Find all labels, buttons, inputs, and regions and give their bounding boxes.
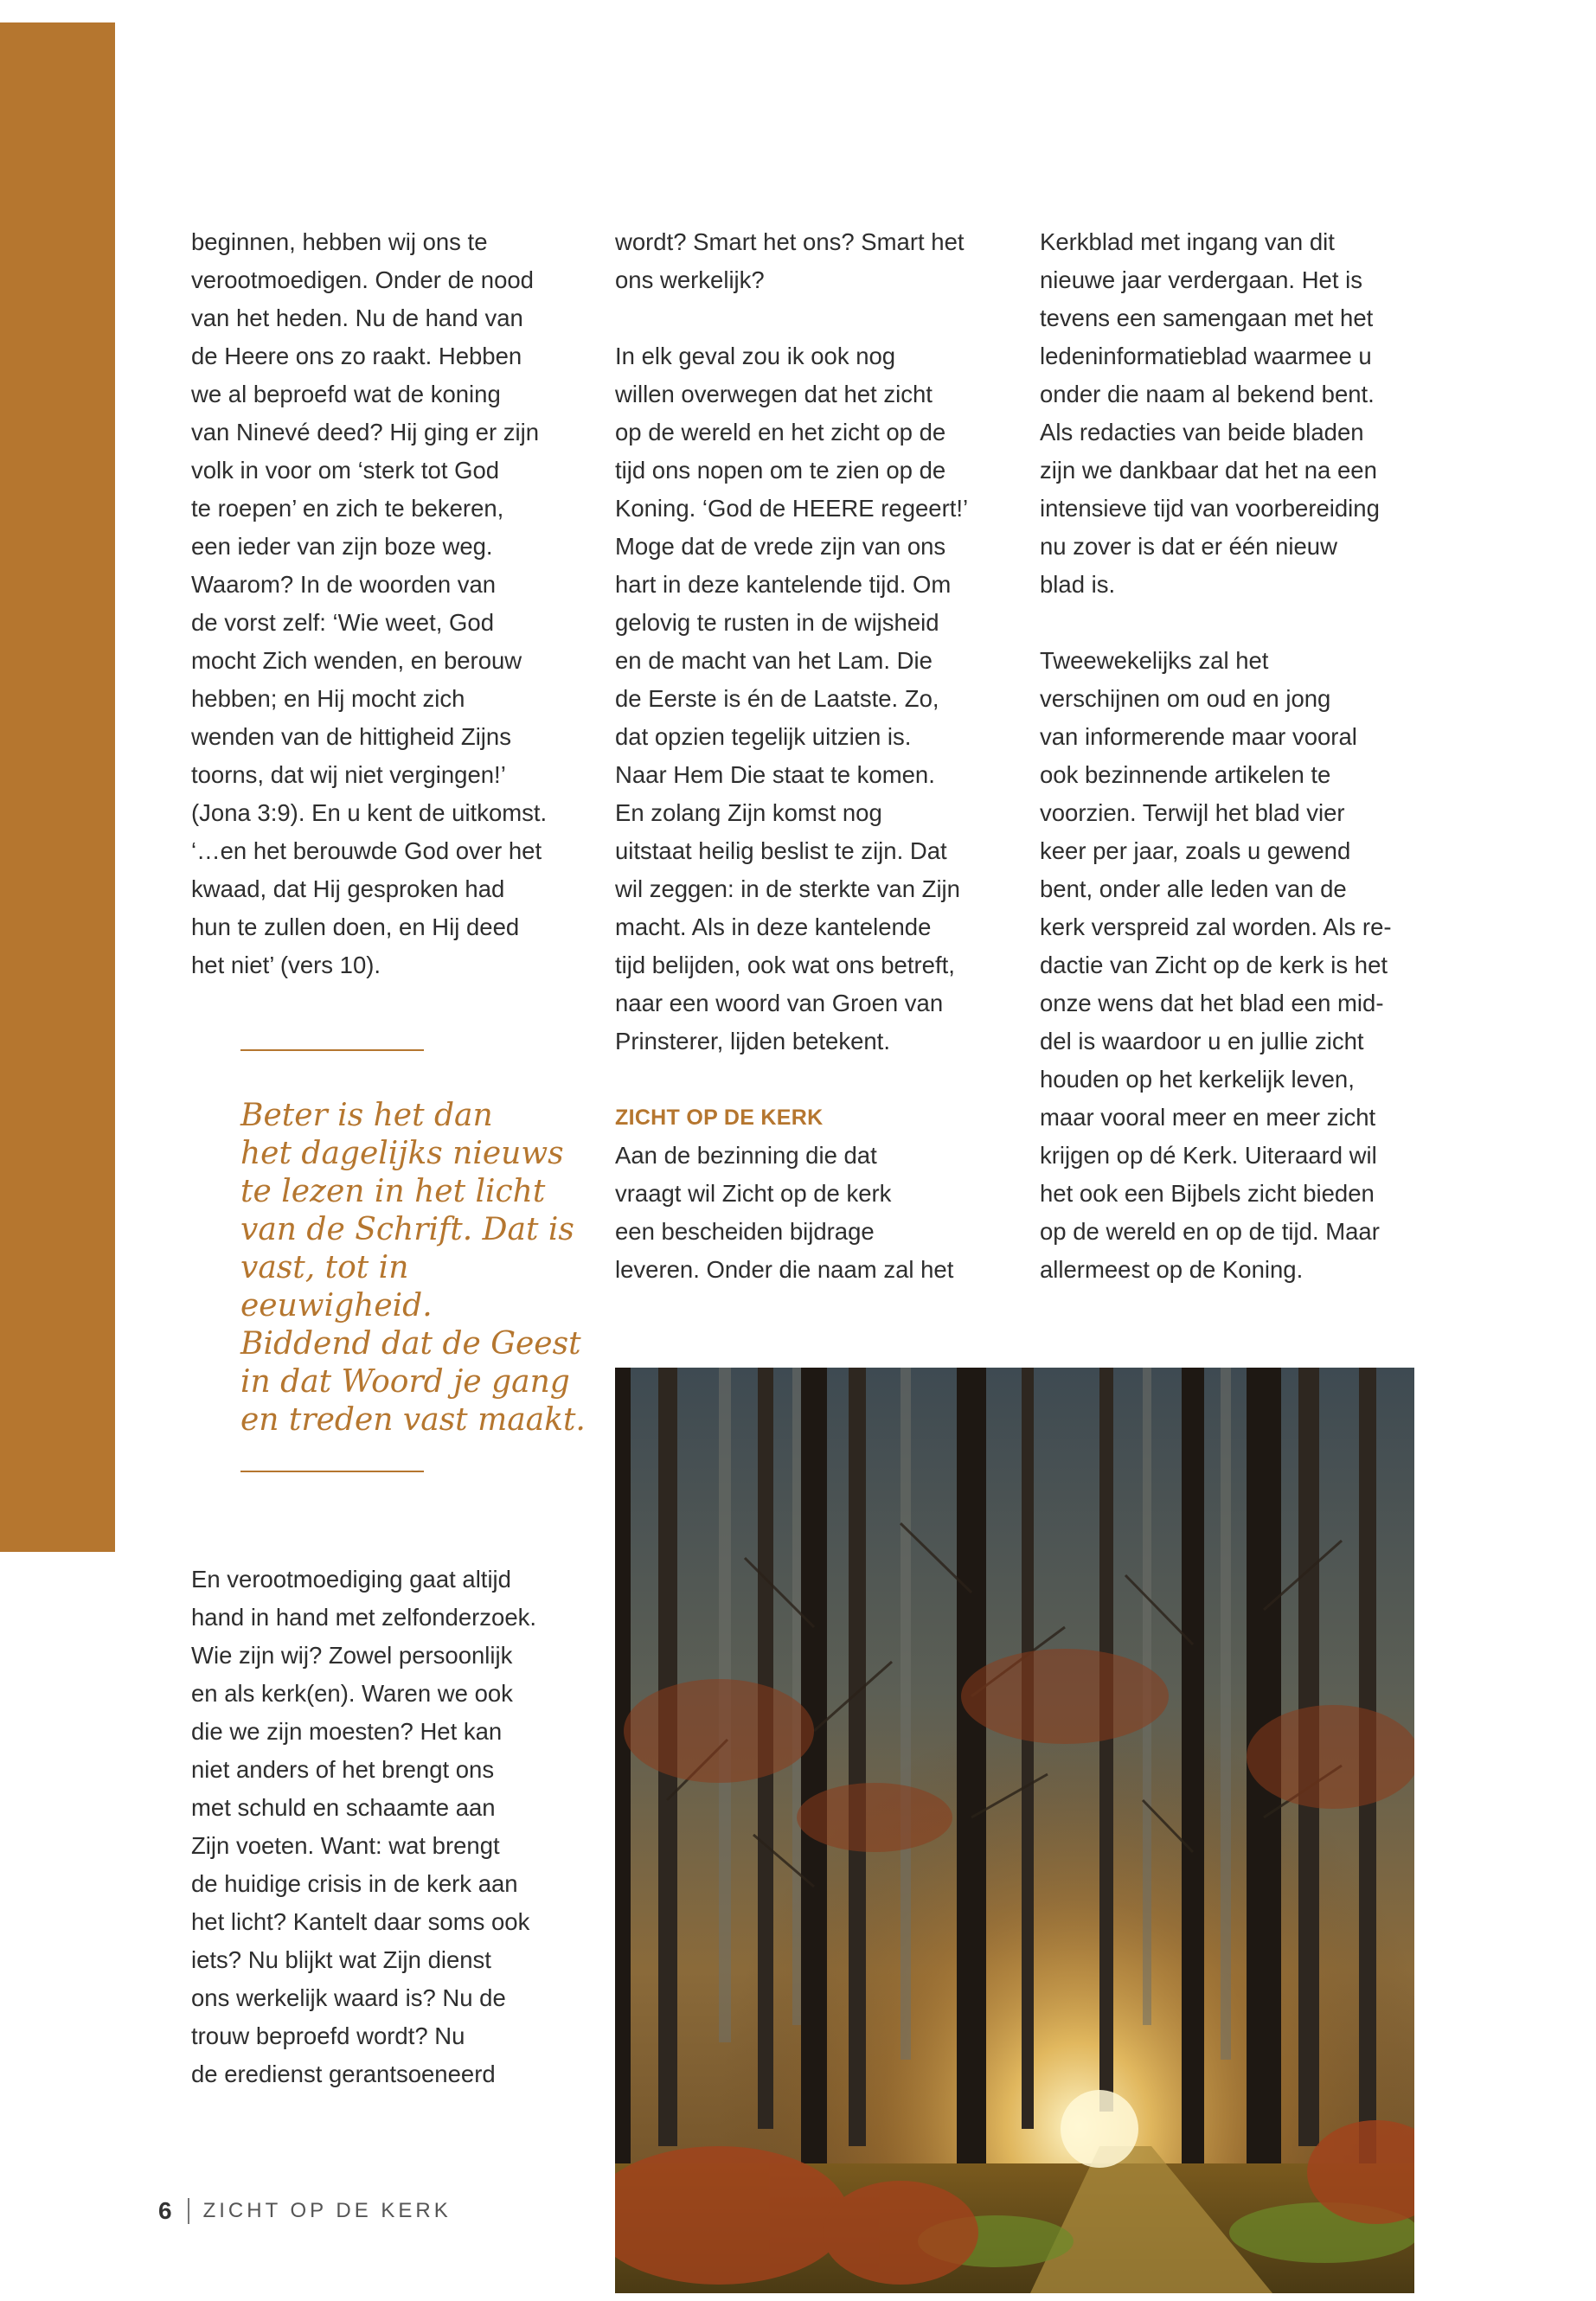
- column2-paragraph-2: In elk geval zou ik ook nog willen overwegen dat het zicht op de wereld en het zicht op de tijd ons nopen om te zien op de Koning. ‘God de HEERE regeert!’ Moge dat de vrede zijn van ons hart in deze kantelende tijd. Om gelovig te rusten in de wijsheid en de macht van het Lam. Die de Eerste is én de Laatste. Zo, dat opzien tegelijk uitzien is. Naar Hem Die staat te komen. En zolang Zijn komst nog uitstaat heilig beslist te zijn. Dat wil zeggen: in de sterkte van Zijn macht. Als in deze kantelende tijd belijden, ook wat ons betreft, naar een woord van Groen van Prinsterer, lijden betekent.: [615, 343, 969, 1054]
- column3-paragraph-1: Kerkblad met ingang van dit nieuwe jaar verdergaan. Het is tevens een samengaan met het ledeninformatieblad waarmee u onder die naam al bekend bent. Als redacties van beide bladen zijn we dankbaar dat het na een intensieve tijd van voorbereiding nu zover is dat er één nieuw blad is.: [1040, 228, 1380, 598]
- pullquote-rule-bottom: [240, 1471, 424, 1472]
- pullquote-rule-top: [240, 1049, 424, 1051]
- article-column-2: [615, 223, 1004, 1289]
- section-heading: ZICHT OP DE KERK: [615, 1106, 824, 1130]
- page-footer: [158, 2195, 452, 2227]
- footer-separator: [188, 2198, 189, 2224]
- forest-photo-illustration: [615, 1368, 1414, 2293]
- article-column-1-continued: [191, 1561, 580, 2093]
- article-column-3: [1040, 223, 1429, 1289]
- article-column-1: [191, 223, 580, 984]
- column3-paragraph-2: Tweewekelijks zal het verschijnen om oud en jong van informerende maar vooral ook bezinnende artikelen te voorzien. Terwijl het blad vier keer per jaar, zoals u gewend bent, onder alle leden van de kerk verspreid zal worden. Als re- dactie van Zicht op de kerk is het onze wens dat het blad een mid- del is waardoor u en jullie zicht houden op het kerkelijk leven, maar vooral meer en meer zicht krijgen op dé Kerk. Uiteraard wil het ook een Bijbels zicht bieden op de wereld en op de tijd. Maar allermeest op de Koning.: [1040, 647, 1392, 1283]
- column1-paragraph-2: En verootmoediging gaat altijd hand in hand met zelfonderzoek. Wie zijn wij? Zowel persoonlijk en als kerk(en). Waren we ook die we zijn moesten? Het kan niet anders of het brengt ons met schuld en schaamte aan Zijn voeten. Want: wat brengt de huidige crisis in de kerk aan het licht? Kantelt daar soms ook iets? Nu blijkt wat Zijn dienst ons werkelijk waard is? Nu de trouw beproefd wordt? Nu de eredienst gerantsoeneerd: [191, 1566, 537, 2087]
- accent-side-bar: [0, 22, 115, 1552]
- column2-paragraph-3: Aan de bezinning die dat vraagt wil Zicht op de kerk een bescheiden bijdrage leveren. Onder die naam zal het: [615, 1142, 954, 1283]
- pullquote: Beter is het dan het dagelijks nieuws te lezen in het licht van de Schrift. Dat is vast, tot in eeuwigheid. Biddend dat de Geest in dat Woord je gang en treden vast maakt.: [240, 1098, 586, 1438]
- forest-photo: [615, 1368, 1414, 2293]
- page-number: 6: [158, 2197, 172, 2224]
- column2-paragraph-1: wordt? Smart het ons? Smart het ons werkelijk?: [615, 228, 965, 293]
- publication-name: ZICHT OP DE KERK: [202, 2199, 452, 2222]
- column1-paragraph-1: beginnen, hebben wij ons te verootmoedigen. Onder de nood van het heden. Nu de hand van de Heere ons zo raakt. Hebben we al beproefd wat de koning van Ninevé deed? Hij ging er zijn volk in voor om ‘sterk tot God te roepen’ en zich te bekeren, een ieder van zijn boze weg. Waarom? In de woorden van de vorst zelf: ‘Wie weet, God mocht Zich wenden, en berouw hebben; en Hij mocht zich wenden van de hittigheid Zijns toorns, dat wij niet vergingen!’ (Jona 3:9). En u kent de uitkomst. ‘…en het berouwde God over het kwaad, dat Hij gesproken had hun te zullen doen, en Hij deed het niet’ (vers 10).: [191, 228, 548, 978]
